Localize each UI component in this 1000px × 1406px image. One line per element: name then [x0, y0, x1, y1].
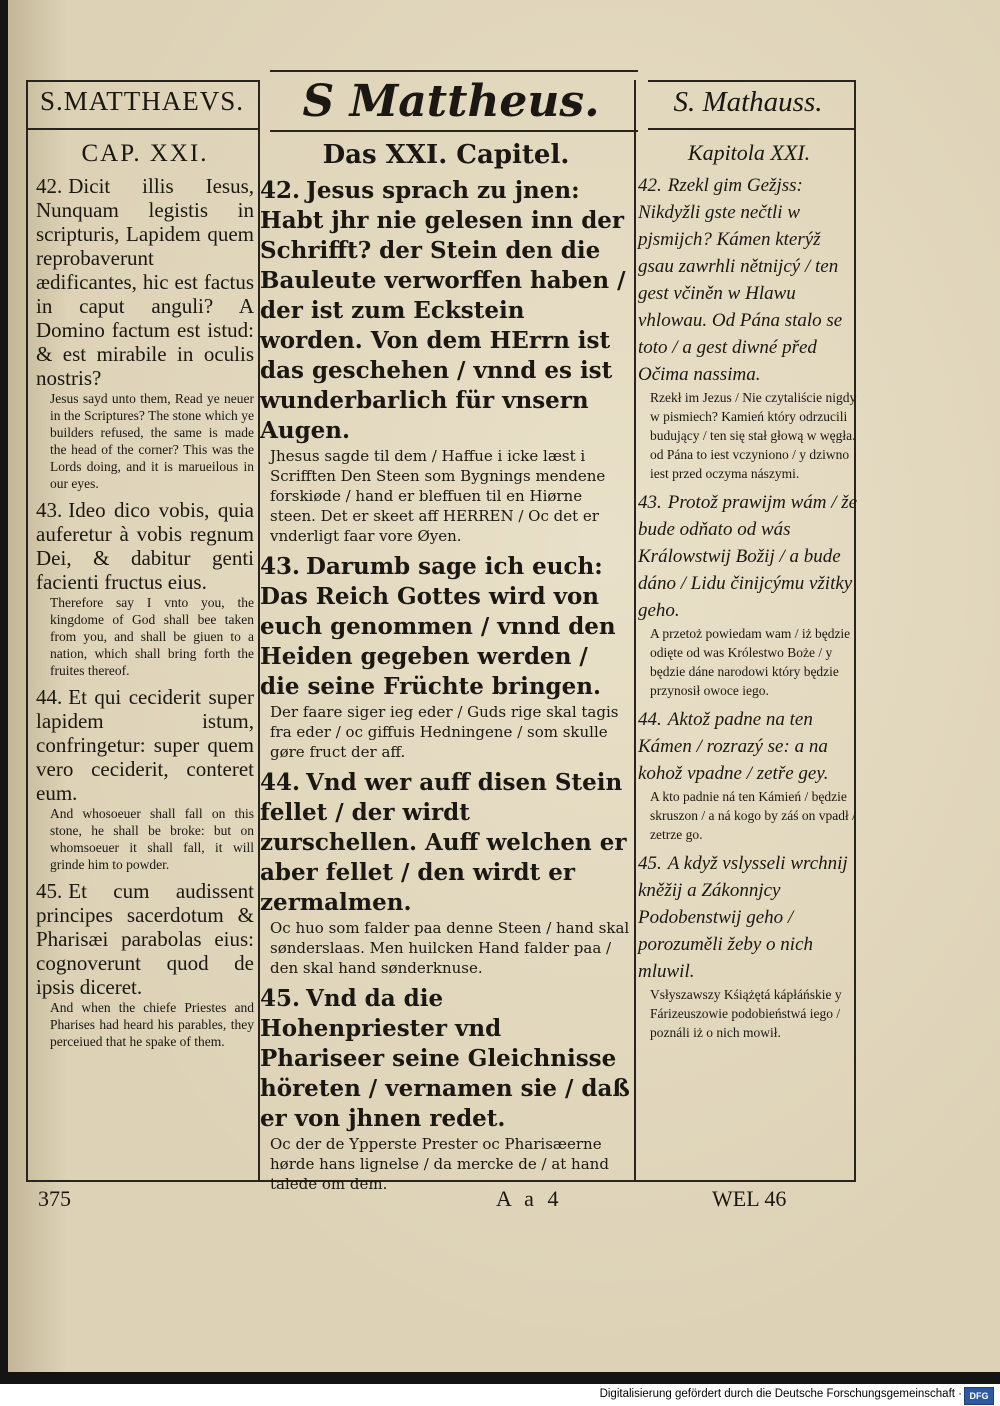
verse-german [260, 176, 632, 446]
verse-polish: Vsłyszawszy Kśiążętá kápłáńskie y Fárizeuszowie podobieństwá iego / poználi iż o nich mowił. [650, 987, 842, 1040]
verse-english: And when the chiefe Priestes and Pharises had heard his parables, they perceiued that he spake of them. [50, 1000, 254, 1049]
verse-danish: Der faare siger ieg eder / Guds rige skal tagis fra eder / oc giffuis Hedningene / som skulle gøre fruct der aff. [270, 703, 619, 761]
verse-latin [36, 685, 254, 805]
attribution-text: Digitalisierung gefördert durch die Deutsche Forschungsgemeinschaft · [599, 1388, 962, 1400]
attribution-bar [0, 1384, 1000, 1406]
header-rule-right [648, 80, 854, 82]
verse-polish: A przetoż powiedam wam / iż będzie odięte od was Królestwo Boże / y będzie dáne narodowi który będzie przynosił owoce iego. [650, 626, 851, 698]
verse-number: 45. [36, 879, 63, 903]
verse-text: Rzekl gim Gežjss: Nikdyžli gste nečtli w pjsmijch? Kámen kterýž gsau zawrhli nětnijcý / ten gest včiněn w Hlawu vhlowau. Od Pána stalo se toto / a gest diwné před Očima nassima. [638, 175, 843, 385]
german-danish-column [260, 140, 632, 1200]
header-rule-left [26, 80, 258, 82]
head-underline-right [648, 128, 854, 130]
verse-text: Protož prawijm wám / že bude odňato od wás Králowstwij Božij / a bude dáno / Lidu činijcýmu vžitky geho. [638, 492, 858, 621]
verse-42-latin-block [36, 174, 254, 492]
verse-42-german-block [260, 176, 632, 546]
verse-number: 45. [638, 853, 662, 874]
verse-44-czech-block [638, 706, 860, 844]
verse-number: 42. [638, 175, 662, 196]
head-underline-left [26, 128, 258, 130]
verse-43-german-block [260, 552, 632, 762]
book-page [8, 0, 1000, 1372]
verse-45-german-block [260, 984, 632, 1194]
verse-latin [36, 498, 254, 594]
verse-danish: Jhesus sagde til dem / Haffue i icke læst i Scrifften Den Steen som Bygnings mendene forskiøde / hand er bleffuen til en Hiørne steen. Det er skeet aff HERREN / Oc det er vnderligt faar vore Øyen. [270, 447, 606, 545]
verse-text: Dicit illis Iesus, Nunquam legistis in scripturis, Lapidem quem reprobaverunt ædificantes, hic est factus in caput anguli? A Domino factum est istud: & est mirabile in oculis nostris? [36, 174, 254, 390]
header-rule-center [270, 70, 638, 72]
verse-latin [36, 174, 254, 390]
verse-number: 43. [260, 553, 301, 580]
verse-number: 43. [36, 498, 63, 522]
verse-german [260, 768, 632, 918]
dfg-logo-icon: DFG [964, 1387, 994, 1405]
verse-number: 43. [638, 492, 662, 513]
verse-danish: Oc huo som falder paa denne Steen / hand skal sønderslaas. Men huilcken Hand falder paa / den skal hand sønderknuse. [270, 919, 630, 977]
verse-german [260, 984, 632, 1134]
running-head-german: S Mattheus. [302, 76, 600, 127]
verse-text: Aktož padne na ten Kámen / rozrazý se: a na kohož vpadne / zetře gey. [638, 709, 829, 784]
head-underline-center [270, 130, 638, 132]
verse-45-czech-block [638, 850, 860, 1042]
latin-english-column [36, 140, 254, 1056]
verse-number: 42. [36, 174, 63, 198]
verse-number: 44. [36, 685, 63, 709]
verse-number: 45. [260, 985, 301, 1012]
verse-43-czech-block [638, 489, 860, 700]
verse-english: Therefore say I vnto you, the kingdome of God shall bee taken from you, and shall be giuen to a nation, which shall bring forth the fruites thereof. [50, 595, 254, 678]
verse-czech [638, 489, 860, 624]
verse-czech [638, 850, 860, 985]
verse-latin [36, 879, 254, 999]
verse-czech [638, 172, 860, 388]
verse-english: Jesus sayd unto them, Read ye neuer in the Scriptures? The stone which ye builders refused, the same is made the head of the corner? This was the Lords doing, and it is marueilous in our eyes. [50, 391, 254, 491]
verse-number: 42. [260, 177, 301, 204]
chapter-heading-latin: CAP. XXI. [81, 140, 209, 167]
verse-45-latin-block [36, 879, 254, 1050]
verse-english: And whosoeuer shall fall on this stone, he shall be broke: but on whomsoeuer it shall fall, it will grinde him to powder. [50, 806, 254, 872]
verse-text: Darumb sage ich euch: Das Reich Gottes wird von euch genommen / vnnd den Heiden gegeben werden / die seine Früchte bringen. [260, 553, 616, 700]
verse-44-german-block [260, 768, 632, 978]
verse-text: Jesus sprach zu jnen: Habt jhr nie gelesen inn der Schrifft? der Stein den die Bauleute verworffen haben / der ist zum Eckstein worden. Von dem HErrn ist das geschehen / vnnd es ist wunderbarlich für vnsern Augen. [260, 177, 626, 444]
running-head-latin: S.MATTHAEVS. [39, 86, 245, 116]
column-divider-right [634, 80, 636, 1180]
czech-polish-column [638, 140, 860, 1048]
verse-text: Ideo dico vobis, quia auferetur à vobis regnum Dei, & dabitur genti facienti fructus eius. [36, 498, 254, 594]
verse-text: Et cum audissent principes sacerdotum & Pharisæi parabolas eius: cognoverunt quod de ipsis diceret. [36, 879, 254, 999]
catchword: WEL 46 [712, 1186, 787, 1211]
verse-danish: Oc der de Ypperste Prester oc Pharisæerne hørde hans lignelse / da mercke de / at hand talede om dem. [270, 1135, 609, 1193]
verse-number: 44. [260, 769, 301, 796]
verse-text: Vnd wer auff disen Stein fellet / der wirdt zurschellen. Auff welchen er aber fellet / den wirdt er zermalmen. [260, 769, 627, 916]
verse-polish: A kto padnie ná ten Kámień / będzie skruszon / a ná kogo by záś on vpadł / zetrze go. [650, 789, 856, 842]
chapter-heading-czech: Kapitola XXI. [687, 140, 811, 165]
verse-44-latin-block [36, 685, 254, 873]
verse-german [260, 552, 632, 702]
chapter-heading-german: Das XXI. Capitel. [322, 140, 570, 170]
signature-mark: A a 4 [496, 1186, 563, 1211]
verse-polish: Rzekł im Jezus / Nie czytaliście nigdy w pismiech? Kamień który odrzucili budujący / ten się stał głową w węgła. od Pána to iest vczyniono / y dziwno iest przed oczyma nászymi. [650, 390, 857, 481]
verse-text: A když vslysseli wrchnij kněžij a Zákonnjcy Podobenstwij geho / porozuměli žeby o nich mluwil. [638, 853, 848, 982]
verse-43-latin-block [36, 498, 254, 679]
page-number: 375 [38, 1186, 71, 1211]
verse-text: Vnd da die Hohenpriester vnd Phariseer seine Gleichnisse höreten / vernamen sie / daß er von jhnen redet. [260, 985, 630, 1132]
verse-42-czech-block [638, 172, 860, 483]
page-border-left [26, 80, 28, 1180]
running-head-czech: S. Mathauss. [673, 86, 823, 118]
verse-text: Et qui ceciderit super lapidem istum, confringetur: super quem vero ceciderit, conteret eum. [36, 685, 254, 805]
verse-czech [638, 706, 860, 787]
verse-number: 44. [638, 709, 662, 730]
